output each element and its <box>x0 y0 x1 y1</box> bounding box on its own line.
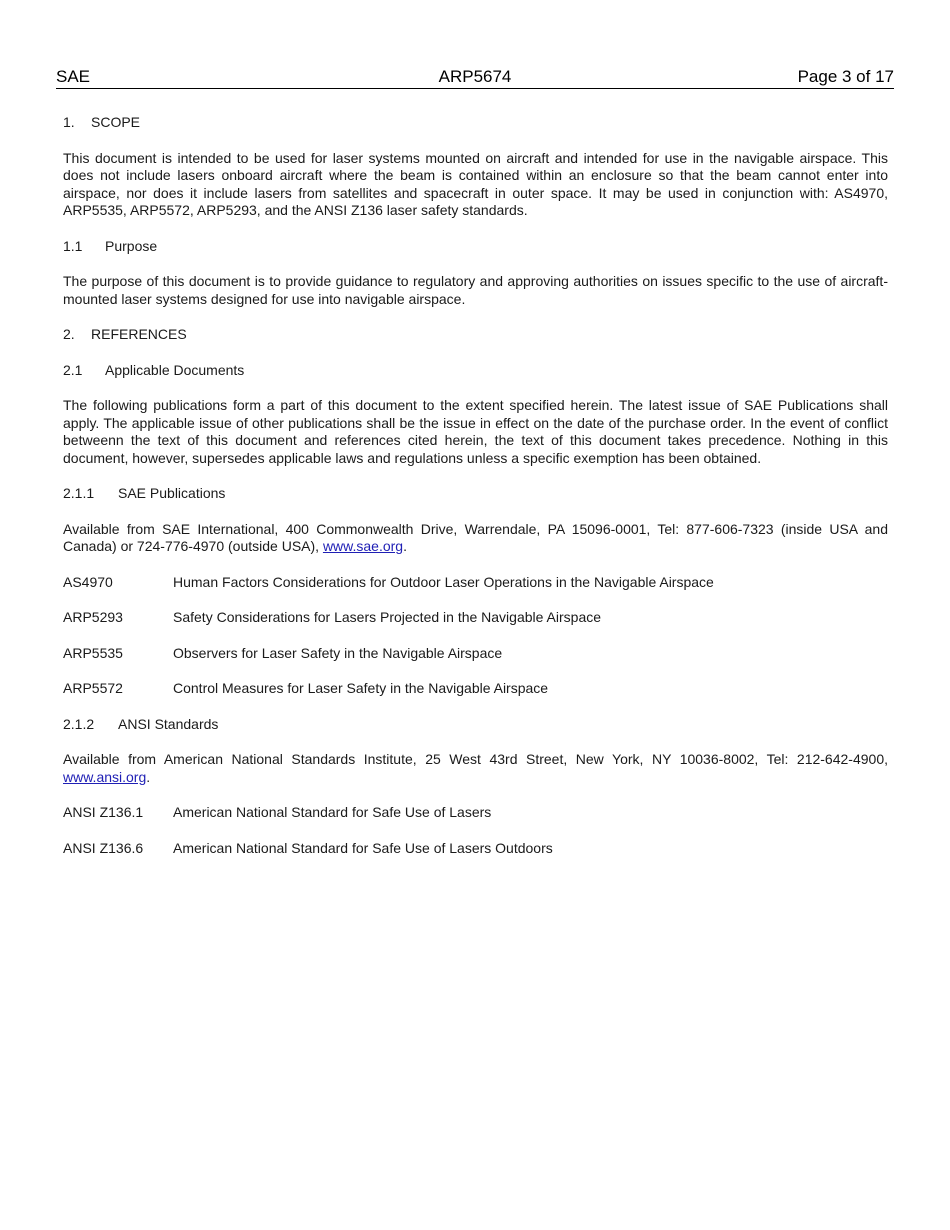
section-heading-sae-publications <box>63 485 888 503</box>
scope-paragraph: This document is intended to be used for laser systems mounted on aircraft and intended for use in the navigable airspace. This does not include lasers onboard aircraft where the beam is contained within an enclosure so that the beam cannot enter into airspace, nor does it include lasers from satellites and spacecraft in outer space. It may be used in conjunction with: AS4970, ARP5535, ARP5572, ARP5293, and the ANSI Z136 laser safety standards. <box>63 149 888 218</box>
section-title: Applicable Documents <box>105 361 245 378</box>
sentence-end: . <box>403 538 407 554</box>
reference-code: ARP5293 <box>63 609 123 625</box>
header-org: SAE <box>56 67 91 86</box>
reference-item <box>63 804 888 822</box>
section-number: 2.1.1 <box>63 485 95 501</box>
sae-website-link[interactable]: www.sae.org <box>322 538 404 554</box>
reference-code: ARP5572 <box>63 680 123 696</box>
reference-code: ANSI Z136.6 <box>63 839 144 856</box>
reference-item <box>63 680 888 698</box>
document-body <box>63 114 888 875</box>
reference-code: ANSI Z136.1 <box>63 804 144 820</box>
header-doc-number: ARP5674 <box>438 67 512 86</box>
reference-title: Safety Considerations for Lasers Projected in the Navigable Airspace <box>173 609 602 625</box>
page-header <box>56 66 894 89</box>
ansi-availability-paragraph <box>63 751 888 786</box>
reference-item <box>63 645 888 663</box>
section-heading-scope <box>63 114 888 132</box>
section-number: 1.1 <box>63 237 83 254</box>
section-number: 2. <box>63 326 75 342</box>
section-title: REFERENCES <box>91 326 187 342</box>
section-heading-references <box>63 326 888 344</box>
section-number: 2.1.2 <box>63 715 95 732</box>
section-heading-purpose <box>63 238 888 256</box>
reference-code: AS4970 <box>63 573 113 590</box>
reference-title: Control Measures for Laser Safety in the Navigable Airspace <box>173 680 549 696</box>
section-heading-ansi-standards <box>63 716 888 734</box>
reference-title: American National Standard for Safe Use of Lasers Outdoors <box>173 839 553 856</box>
reference-title: American National Standard for Safe Use of Lasers <box>173 804 492 820</box>
purpose-paragraph: The purpose of this document is to provide guidance to regulatory and approving authorities on issues specific to the use of aircraft-mounted laser systems designed for use into navigable airspace. <box>63 273 888 307</box>
reference-code: ARP5535 <box>63 644 123 661</box>
section-heading-applicable-documents <box>63 362 888 380</box>
applicable-documents-paragraph: The following publications form a part of this document to the extent specified herein. The latest issue of SAE Publications shall apply. The applicable issue of other publications shall be the issue in effect on the date of the purchase order. In the event of conflict betweenn the text of this document and references cited herein, the text of this document takes precedence. Nothing in this document, however, supersedes applicable laws and regulations unless a specific exemption has been obtained. <box>63 397 888 466</box>
ansi-website-link[interactable]: www.ansi.org <box>63 768 147 785</box>
reference-item <box>63 840 888 858</box>
reference-title: Human Factors Considerations for Outdoor Laser Operations in the Navigable Airspace <box>173 573 714 590</box>
sae-availability-paragraph <box>63 521 888 556</box>
ansi-availability-text: Available from American National Standards Institute, 25 West 43rd Street, New York, NY 10036-8002, Tel: 212-642-4900, <box>63 751 888 767</box>
section-number: 2.1 <box>63 361 83 378</box>
header-page-number: Page 3 of 17 <box>797 67 894 86</box>
sentence-end: . <box>146 768 151 785</box>
reference-title: Observers for Laser Safety in the Navigable Airspace <box>173 644 503 661</box>
section-title: ANSI Standards <box>118 715 219 732</box>
sae-availability-text: Available from SAE International, 400 Commonwealth Drive, Warrendale, PA 15096-0001, Tel: 877-606-7323 (inside USA and Canada) or 724-776-4970 (outside USA), <box>63 520 888 554</box>
section-title: SAE Publications <box>118 485 226 501</box>
section-title: Purpose <box>105 237 158 254</box>
reference-item <box>63 574 888 592</box>
section-title: SCOPE <box>91 114 141 130</box>
section-number: 1. <box>63 114 75 130</box>
reference-item <box>63 609 888 627</box>
